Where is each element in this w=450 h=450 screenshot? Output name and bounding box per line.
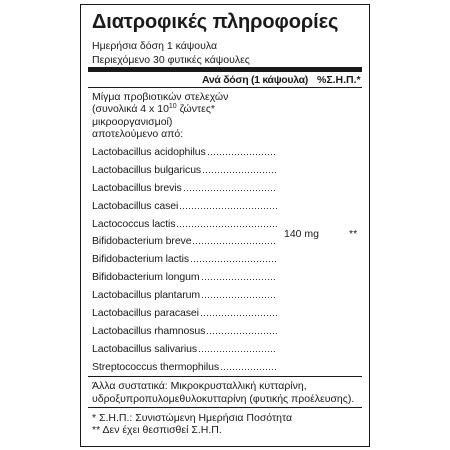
blend-amount-value: 140 mg (284, 228, 320, 240)
other-ingredients-line-2: υδροξυπροπυλομεθυλοκυτταρίνη (φυτικής προέλευσης). (92, 392, 355, 405)
strain-row (92, 180, 277, 198)
dotted-leader (193, 243, 277, 244)
strain-name: Lactobacillus plantarum (92, 289, 201, 302)
rda-column-header: %Σ.Η.Π.* (317, 74, 361, 86)
dotted-leader (184, 190, 277, 191)
dotted-leader (191, 261, 277, 262)
probiotic-blend-description (92, 91, 228, 141)
header-divider (88, 87, 362, 88)
strain-list (92, 144, 277, 377)
strain-name: Lactococcus lactis (92, 217, 176, 230)
dotted-leader (203, 172, 277, 173)
dotted-leader (202, 297, 277, 298)
strain-row (92, 251, 277, 269)
strain-row (92, 233, 277, 251)
strain-row (92, 216, 277, 234)
strain-row (92, 305, 277, 323)
blend-exponent: 10 (168, 103, 177, 111)
daily-dose-text: Ημερήσια δόση 1 κάψουλα (92, 40, 218, 52)
dotted-leader (221, 369, 277, 370)
strain-name: Lactobacillus rhamnosus (92, 324, 206, 337)
strain-row (92, 341, 277, 359)
strain-name: Streptococcus thermophilus (92, 360, 219, 373)
footnote-rda-not-established: ** Δεν έχει θεσπισθεί Σ.Η.Π. (92, 424, 222, 436)
per-dose-column-header: Ανά δόση (1 κάψουλα) (201, 74, 308, 86)
dotted-leader (199, 351, 277, 352)
ingredients-divider (88, 376, 362, 377)
blend-line-2-text: (συνολικά 4 x 10 (92, 103, 169, 116)
strain-name: Lactobacillus salivarius (92, 342, 197, 355)
strain-row (92, 287, 277, 305)
strain-name: Lactobacillus casei (92, 199, 179, 212)
other-ingredients (92, 380, 354, 406)
dotted-leader (201, 315, 277, 316)
dotted-leader (180, 208, 277, 209)
strain-name: Lactobacillus brevis (92, 181, 182, 194)
strain-row (92, 144, 277, 162)
blend-line-2-rest: ζώντες* (176, 103, 215, 116)
footnote-rda-definition: * Σ.Η.Π.: Συνιστώμενη Ημερήσια Ποσότητα (92, 412, 293, 424)
footnotes-divider (88, 407, 362, 408)
strain-name: Lactobacillus acidophilus (92, 146, 206, 158)
footnotes (92, 412, 292, 436)
dotted-leader (177, 226, 277, 227)
dotted-leader (202, 279, 277, 280)
other-ingredients-line-1: Άλλα συστατικά: Μικροκρυσταλλική κυτταρίνη, (92, 380, 307, 392)
blend-line-4: αποτελούμενο από: (92, 128, 184, 141)
strain-row (92, 323, 277, 341)
thick-divider (88, 67, 362, 72)
package-contents-text: Περιεχόμενο 30 φυτικές κάψουλες (92, 54, 250, 66)
strain-name: Bifidobacterium breve (92, 235, 192, 248)
strain-name: Bifidobacterium lactis (92, 253, 190, 266)
blend-line-2 (92, 103, 228, 115)
strain-row (92, 269, 277, 287)
strain-name: Lactobacillus paracasei (92, 307, 199, 320)
strain-row (92, 359, 277, 377)
strain-name: Bifidobacterium longum (92, 271, 200, 284)
blend-rda-value: ** (349, 228, 358, 240)
strain-name: Lactobacillus bulgaricus (92, 163, 202, 176)
dotted-leader (207, 333, 277, 334)
strain-row (92, 198, 277, 216)
blend-line-1: Μίγμα προβιοτικών στελεχών (92, 91, 229, 103)
blend-line-3: μικροοργανισμοί) (92, 115, 173, 128)
label-title: Διατροφικές πληροφορίες (92, 11, 339, 33)
strain-row (92, 162, 277, 180)
dotted-leader (208, 154, 277, 155)
